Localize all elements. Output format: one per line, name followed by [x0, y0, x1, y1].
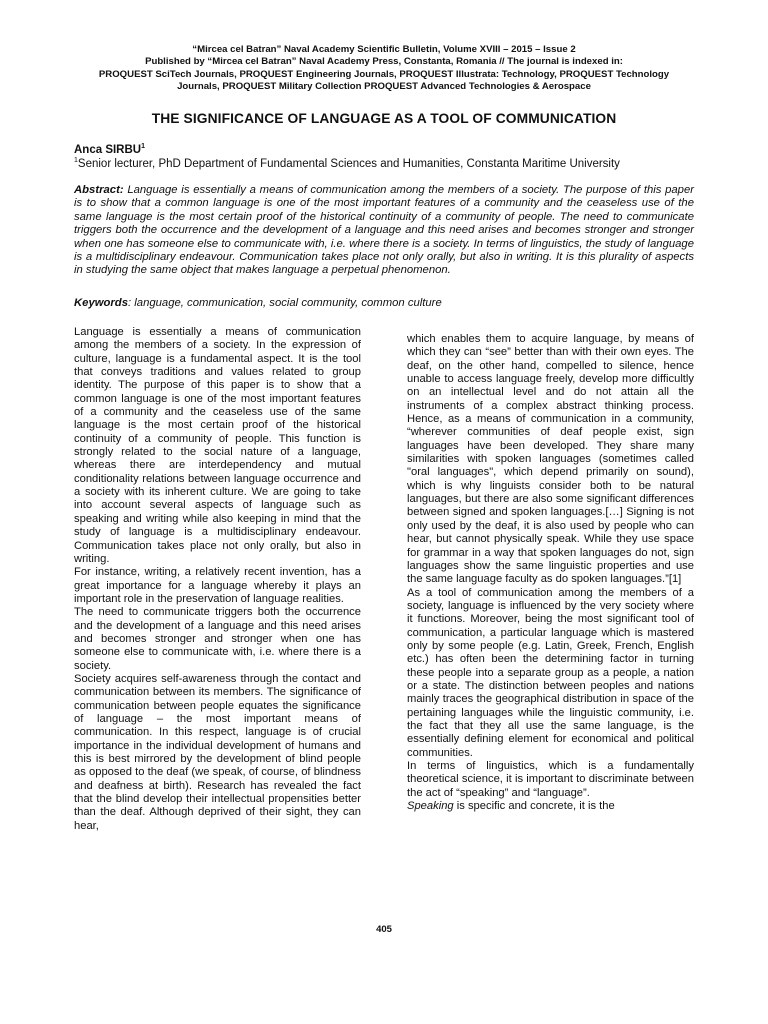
- paragraph-continued: [407, 800, 694, 813]
- paragraph: The need to communicate triggers both the occurrence and the development of a language and this need arises and becomes stronger and stronger when one has someone else to communicate with, i.e. where there is a society.: [74, 606, 361, 672]
- header-line-1: “Mircea cel Batran” Naval Academy Scientific Bulletin, Volume XVIII – 2015 – Issue 2: [192, 44, 576, 55]
- author-superscript: 1: [141, 143, 146, 150]
- keywords-text: : language, communication, social community, common culture: [128, 297, 442, 309]
- body-column-left: [74, 326, 361, 833]
- paragraph: In terms of linguistics, which is a fundamentally theoretical science, it is important to discriminate between the act of “speaking” and “language”.: [407, 760, 694, 799]
- paragraph-tail: is specific and concrete, it is the: [453, 800, 615, 813]
- keywords: [74, 297, 694, 310]
- paragraph: Language is essentially a means of communication among the members of a society. In the expression of culture, language is a fundamental aspect. It is the tool that conveys traditions and values related to group identity. The purpose of this paper is to show that a common language is one of the most important features of a community and the ceaseless use of the same language is the most certain proof of the historical continuity of a community of people. This function is strongly related to the social nature of a language, whereas there are interdependency and mutual conditionality relations between language occurrence and a society with its inherent culture. We are going to take into account several aspects of language such as speaking and writing while also keeping in mind that the study of language is a multidisciplinary endeavour. Communication takes place not only orally, but also in writing.: [74, 326, 361, 565]
- page-number: 405: [376, 924, 392, 935]
- paragraph: As a tool of communication among the members of a society, language is influenced by the very society where it functions. Moreover, being the most significant tool of communication, a particular language which is mastered only by some people (e.g. Latin, Greek, French, English etc.) has often been the determining factor in turning these people into a separate group as a people, a nation or a state. The distinction between peoples and nations mainly traces the geographical distribution in space of the pertaining languages while the linguistic community, i.e. the fact that they all use the same language, is the essentially defining element for economical and political communities.: [407, 586, 694, 759]
- paragraph: Society acquires self-awareness through the contact and communication between its members. The significance of communication between people equates the significance of language – the most important means of communication. In this respect, language is of crucial importance in the individual development of humans and this is best mirrored by the development of blind people as opposed to the deaf (we speak, of course, of blindness and deafness at birth). Research has revealed the fact that the blind develop their intellectual propensities better than the deaf. Although deprived of their sight, they can hear,: [74, 672, 361, 832]
- abstract-label: Abstract:: [74, 184, 124, 196]
- body-column-right: [407, 333, 694, 813]
- affiliation-superscript: 1: [74, 157, 78, 164]
- journal-header: [60, 44, 708, 94]
- abstract: [74, 184, 694, 278]
- author-affiliation: [74, 157, 620, 170]
- header-line-2: Published by “Mircea cel Batran” Naval Academy Press, Constanta, Romania // The journal is indexed in:: [145, 56, 623, 68]
- keywords-label: Keywords: [74, 297, 128, 309]
- paragraph: which enables them to acquire language, by means of which they can “see” better than with their own eyes. The deaf, on the other hand, compelled to silence, hence unable to access language freely, develop more difficultly on an intellectual level and do not attain all the instruments of a complex abstract thinking process. Hence, as a means of communication in a community, “wherever communities of deaf people exist, sign languages have been developed. They share many similarities with spoken languages (sometimes called "oral languages", which depend primarily on sound), which is why linguists consider both to be natural languages, but there are also some significant differences between signed and spoken languages.[…] Signing is not only used by the deaf, it is also used by people who can hear, but cannot physically speak. While they use space for grammar in a way that spoken languages do not, sign languages show the same linguistic properties and use the same language faculty as do spoken languages.”[1]: [407, 333, 694, 586]
- affiliation-text: Senior lecturer, PhD Department of Fundamental Sciences and Humanities, Constanta Maritime University: [77, 158, 620, 170]
- author: [74, 143, 145, 156]
- paper-title: THE SIGNIFICANCE OF LANGUAGE AS A TOOL OF COMMUNICATION: [151, 111, 617, 126]
- italic-term: Speaking: [407, 800, 454, 813]
- header-line-4: Journals, PROQUEST Military Collection PROQUEST Advanced Technologies & Aerospace: [177, 81, 591, 93]
- author-name: Anca SIRBU: [74, 144, 142, 156]
- paragraph: For instance, writing, a relatively recent invention, has a great importance for a language whereby it plays an important role in the preservation of language realities.: [74, 566, 361, 605]
- header-line-3: PROQUEST SciTech Journals, PROQUEST Engineering Journals, PROQUEST Illustrata: Technology, PROQUEST Technology: [98, 68, 670, 80]
- abstract-text: Language is essentially a means of communication among the members of a society. The purpose of this paper is to show that a common language is one of the most important features of a community and the ceaseless use of the same language is the most certain proof of the historical continuity of a community of people. The need to communicate triggers both the occurrence and the development of a language and this need arises and becomes stronger and stronger when one has someone else to communicate with, i.e. where there is a society. In terms of linguistics, the study of language is a multidisciplinary endeavour. Communication takes place not only orally, but also in writing. It is this plurality of aspects in studying the same object that makes language a perpetual phenomenon.: [74, 184, 695, 277]
